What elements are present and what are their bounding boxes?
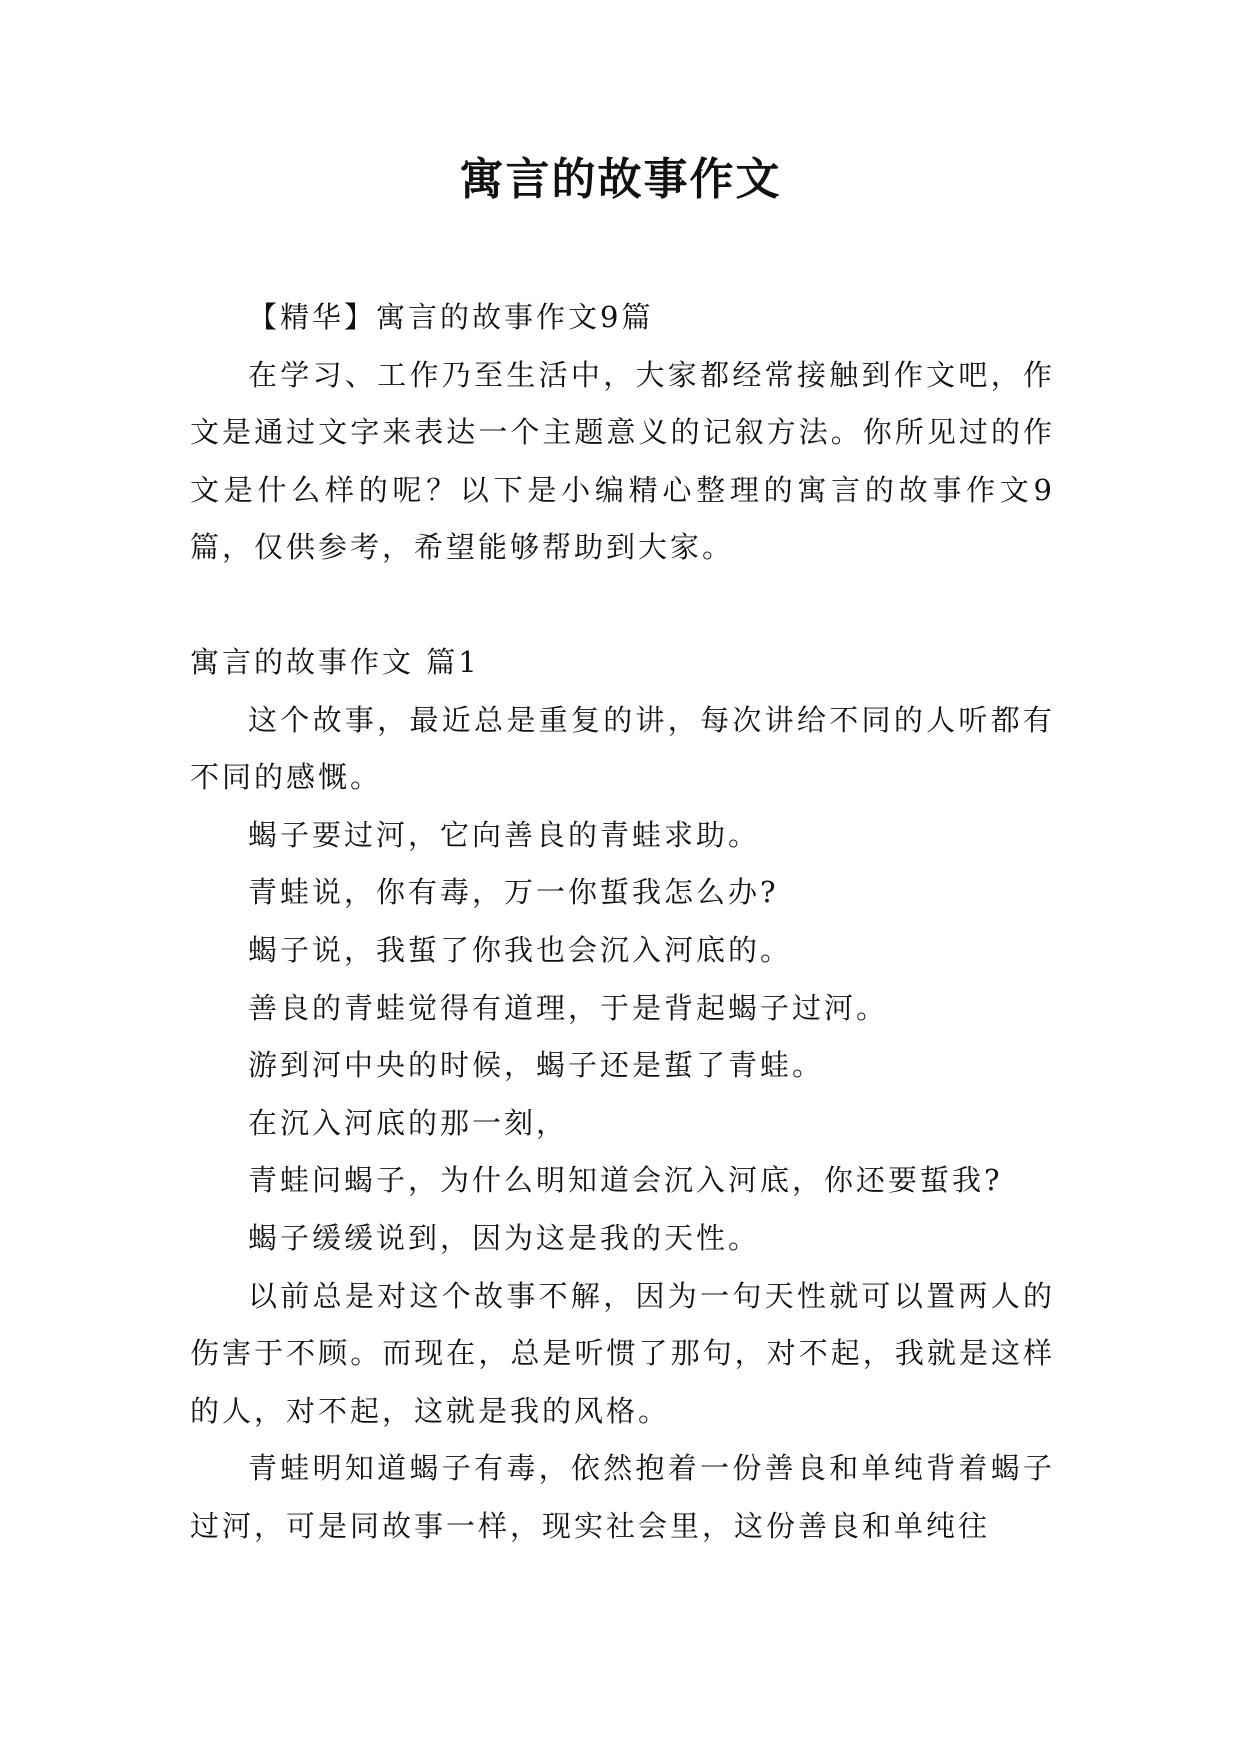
section-heading: 寓言的故事作文 篇1 bbox=[190, 644, 480, 679]
document-body bbox=[190, 289, 1055, 1555]
intro-heading: 【精华】寓言的故事作文9篇 bbox=[248, 300, 654, 334]
section-spacer bbox=[190, 577, 1055, 634]
paragraph: 以前总是对这个故事不解，因为一句天性就可以置两人的伤害于不顾。而现在，总是听惯了那句，对不起，我就是这样的人，对不起，这就是我的风格。 bbox=[190, 1278, 1055, 1428]
paragraph: 蝎子要过河，它向善良的青蛙求助。 bbox=[248, 817, 761, 852]
paragraph: 蝎子缓缓说到，因为这是我的天性。 bbox=[248, 1220, 761, 1255]
paragraph: 善良的青蛙觉得有道理，于是背起蝎子过河。 bbox=[248, 990, 889, 1025]
intro-paragraph: 在学习、工作乃至生活中，大家都经常接触到作文吧，作文是通过文字来表达一个主题意义的记叙方法。你所见过的作文是什么样的呢？以下是小编精心整理的寓言的故事作文9篇，仅供参考，希望能够帮助到大家。 bbox=[190, 357, 1055, 565]
paragraph: 青蛙说，你有毒，万一你蜇我怎么办? bbox=[248, 875, 779, 910]
paragraph: 游到河中央的时候，蝎子还是蜇了青蛙。 bbox=[248, 1048, 825, 1083]
paragraph: 蝎子说，我蜇了你我也会沉入河底的。 bbox=[248, 932, 793, 967]
paragraph: 在沉入河底的那一刻， bbox=[248, 1105, 569, 1140]
paragraph: 这个故事，最近总是重复的讲，每次讲给不同的人听都有不同的感慨。 bbox=[190, 702, 1055, 795]
paragraph: 青蛙明知道蝎子有毒，依然抱着一份善良和单纯背着蝎子过河，可是同故事一样，现实社会里，这份善良和单纯往 bbox=[190, 1451, 1055, 1543]
paragraph: 青蛙问蝎子，为什么明知道会沉入河底，你还要蜇我? bbox=[248, 1163, 1003, 1198]
document-title: 寓言的故事作文 bbox=[459, 154, 782, 205]
